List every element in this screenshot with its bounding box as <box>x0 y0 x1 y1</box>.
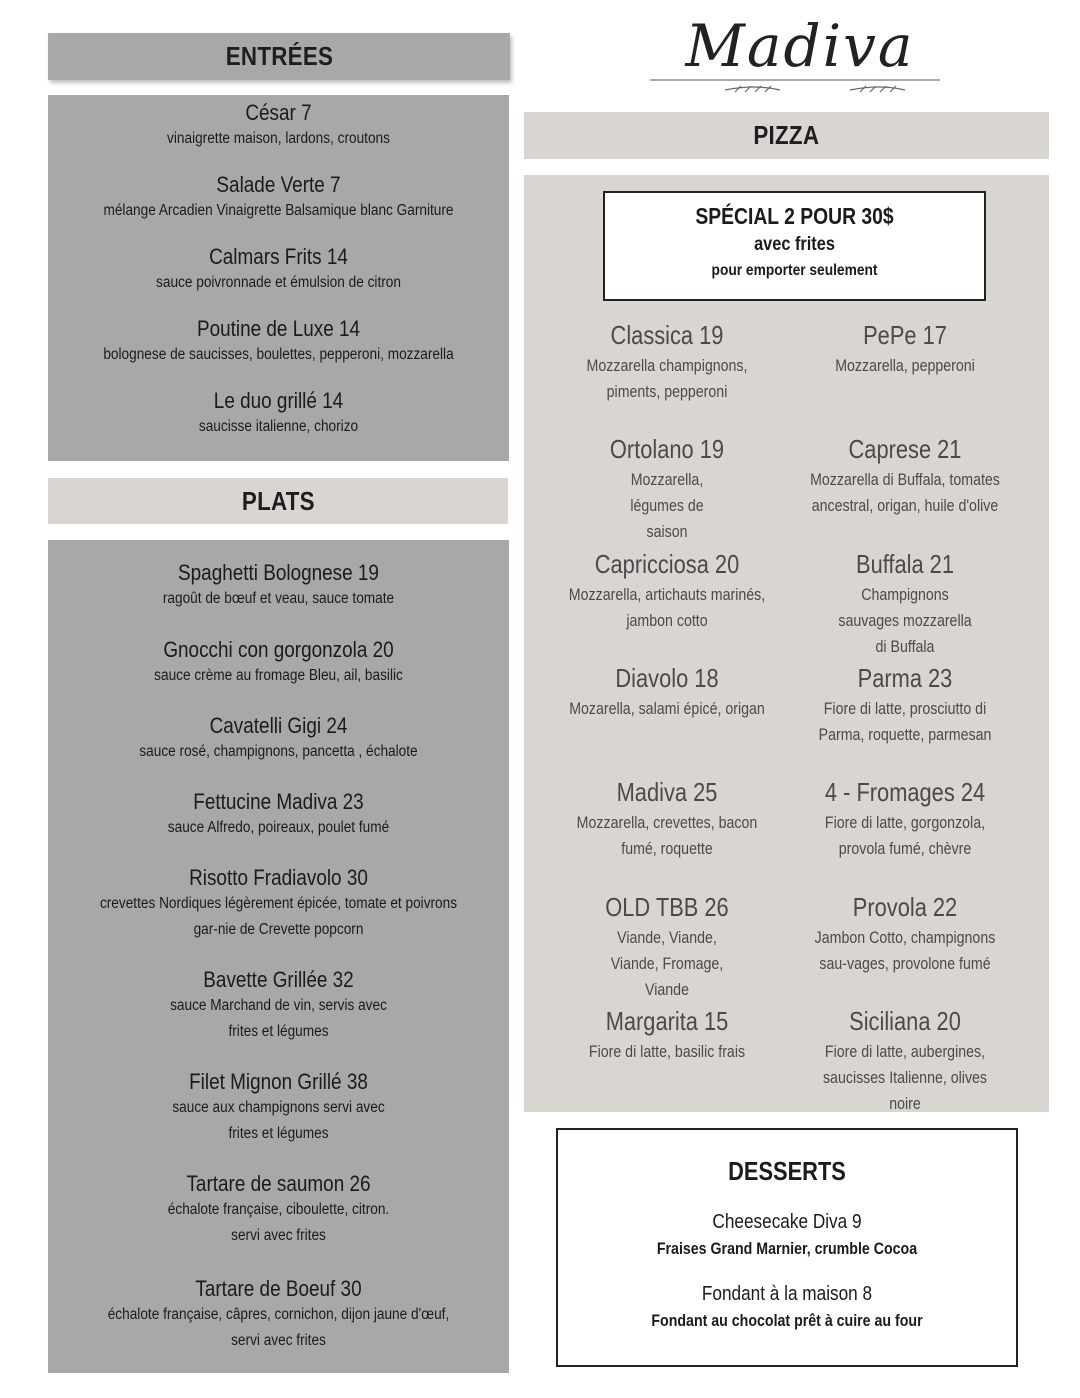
pizza-name: PePe 17 <box>863 320 947 350</box>
plat-item <box>48 789 509 841</box>
plat-name: Cavatelli Gigi 24 <box>209 713 348 738</box>
plat-desc: crevettes Nordiques légèrement épicée, tomate et poivrons gar-nie de Crevette popcorn <box>99 895 458 938</box>
pizza-item <box>785 1006 1025 1117</box>
pizza-item <box>547 663 787 722</box>
pizza-desc: Mozzarella, crevettes, bacon fumé, roquette <box>576 814 758 858</box>
pizza-item <box>785 892 1025 977</box>
plat-desc: sauce rosé, champignons, pancetta , échalote <box>139 743 418 760</box>
entrees-header <box>48 33 510 80</box>
pizza-header <box>524 112 1049 159</box>
pizza-item <box>547 549 787 634</box>
pizza-desc: Mozzarella di Buffala, tomates ancestral, origan, huile d'olive <box>810 471 1000 515</box>
plat-name: Risotto Fradiavolo 30 <box>189 865 368 890</box>
pizza-item <box>785 777 1025 862</box>
pizza-name: Caprese 21 <box>848 434 962 464</box>
pizza-item <box>785 434 1025 519</box>
entree-desc: sauce poivronnade et émulsion de citron <box>156 274 401 291</box>
pizza-item <box>547 1006 787 1065</box>
pizza-name: Capricciosa 20 <box>594 549 740 579</box>
pizza-desc: Viande, Viande, Viande, Fromage, Viande <box>610 929 724 999</box>
entree-item <box>48 388 509 440</box>
dessert-name: Cheesecake Diva 9 <box>712 1211 862 1233</box>
plat-desc: échalote française, câpres, cornichon, dijon jaune d'œuf, servi avec frites <box>107 1306 450 1349</box>
entree-item <box>48 100 509 152</box>
plat-name: Tartare de Boeuf 30 <box>195 1276 362 1301</box>
pizza-item <box>547 892 787 1003</box>
entree-name: Salade Verte 7 <box>216 172 341 197</box>
pizza-name: Margarita 15 <box>605 1006 729 1036</box>
logo-name: Madiva <box>685 12 915 80</box>
pizza-item <box>785 549 1025 660</box>
entree-item <box>48 172 509 224</box>
entree-desc: saucisse italienne, chorizo <box>198 418 359 435</box>
pizza-name: Parma 23 <box>857 663 953 693</box>
dessert-desc: Fraises Grand Marnier, crumble Cocoa <box>656 1240 918 1258</box>
pizza-item <box>547 777 787 862</box>
plat-name: Filet Mignon Grillé 38 <box>189 1069 368 1094</box>
entrees-title: ENTRÉES <box>225 41 333 71</box>
entree-name: Calmars Frits 14 <box>209 244 348 269</box>
pizza-desc: Mozzarella, légumes de saison <box>630 471 704 541</box>
dessert-item <box>558 1283 1016 1331</box>
plat-desc: sauce aux champignons servi avec frites et légumes <box>172 1099 385 1142</box>
pizza-desc: Fiore di latte, aubergines, saucisses Italienne, olives noire <box>822 1043 988 1113</box>
pizza-desc: Mozzarella, pepperoni <box>835 357 975 375</box>
plat-item <box>48 1171 509 1249</box>
plat-desc: échalote française, ciboulette, citron. servi avec frites <box>167 1201 390 1244</box>
entree-desc: vinaigrette maison, lardons, croutons <box>167 130 390 147</box>
desserts-box <box>556 1128 1018 1367</box>
pizza-desc: Mozarella, salami épicé, origan <box>569 700 765 718</box>
entree-desc: bolognese de saucisses, boulettes, pepperoni, mozzarella <box>103 346 454 363</box>
desserts-title: DESSERTS <box>728 1156 846 1186</box>
pizza-desc: Jambon Cotto, champignons sau-vages, provolone fumé <box>814 929 996 973</box>
pizza-name: Buffala 21 <box>856 549 954 579</box>
dessert-name: Fondant à la maison 8 <box>701 1283 873 1305</box>
pizza-desc: Fiore di latte, basilic frais <box>588 1043 746 1061</box>
dessert-desc: Fondant au chocolat prêt à cuire au four <box>651 1312 923 1330</box>
plat-desc: sauce Marchand de vin, servis avec frites et légumes <box>170 997 387 1040</box>
pizza-desc: Fiore di latte, prosciutto di Parma, roquette, parmesan <box>818 700 992 744</box>
dessert-item <box>558 1211 1016 1259</box>
plat-item <box>48 967 509 1045</box>
plats-header <box>48 478 508 524</box>
pizza-name: Diavolo 18 <box>615 663 719 693</box>
plat-item <box>48 713 509 765</box>
entree-desc: mélange Arcadien Vinaigrette Balsamique blanc Garniture <box>103 202 454 219</box>
plats-title: PLATS <box>241 485 315 516</box>
pizza-name: Classica 19 <box>610 320 724 350</box>
pizza-title: PIZZA <box>753 120 820 150</box>
plat-desc: sauce Alfredo, poireaux, poulet fumé <box>167 819 390 836</box>
plat-name: Bavette Grillée 32 <box>203 967 354 992</box>
plat-desc: ragoût de bœuf et veau, sauce tomate <box>162 590 395 607</box>
pizza-item <box>785 663 1025 748</box>
entrees-panel <box>48 95 509 461</box>
plat-item <box>48 1069 509 1147</box>
pizza-name: Siciliana 20 <box>849 1006 961 1036</box>
plat-name: Gnocchi con gorgonzola 20 <box>163 637 394 662</box>
special-note: pour emporter seulement <box>711 262 878 279</box>
pizza-name: OLD TBB 26 <box>605 892 729 922</box>
plat-name: Spaghetti Bolognese 19 <box>178 560 379 585</box>
pizza-name: Madiva 25 <box>616 777 718 807</box>
pizza-desc: Mozzarella, artichauts marinés, jambon cotto <box>568 586 766 630</box>
restaurant-logo <box>640 12 960 102</box>
pizza-item <box>785 320 1025 379</box>
special-subtitle: avec frites <box>754 234 835 255</box>
entree-item <box>48 316 509 368</box>
entree-name: Le duo grillé 14 <box>213 388 344 413</box>
pizza-desc: Champignons sauvages mozzarella di Buffala <box>838 586 972 656</box>
pizza-name: 4 - Fromages 24 <box>824 777 986 807</box>
pizza-name: Provola 22 <box>852 892 958 922</box>
entree-name: Poutine de Luxe 14 <box>196 316 361 341</box>
plats-panel <box>48 540 509 1373</box>
pizza-desc: Mozzarella champignons, piments, pepperoni <box>586 357 748 401</box>
plat-name: Fettucine Madiva 23 <box>193 789 364 814</box>
plat-item <box>48 637 509 689</box>
entree-item <box>48 244 509 296</box>
plat-item <box>48 865 509 943</box>
special-title: SPÉCIAL 2 POUR 30$ <box>695 203 894 229</box>
plat-desc: sauce crème au fromage Bleu, ail, basilic <box>154 667 403 684</box>
special-offer-box <box>603 191 986 301</box>
plat-item <box>48 560 509 612</box>
pizza-name: Ortolano 19 <box>609 434 725 464</box>
pizza-item <box>547 320 787 405</box>
logo-ornament <box>640 12 960 102</box>
entree-name: César 7 <box>245 100 312 125</box>
pizza-desc: Fiore di latte, gorgonzola, provola fumé, chèvre <box>824 814 986 858</box>
plat-name: Tartare de saumon 26 <box>186 1171 371 1196</box>
plat-item <box>48 1276 509 1354</box>
pizza-item <box>547 434 787 545</box>
